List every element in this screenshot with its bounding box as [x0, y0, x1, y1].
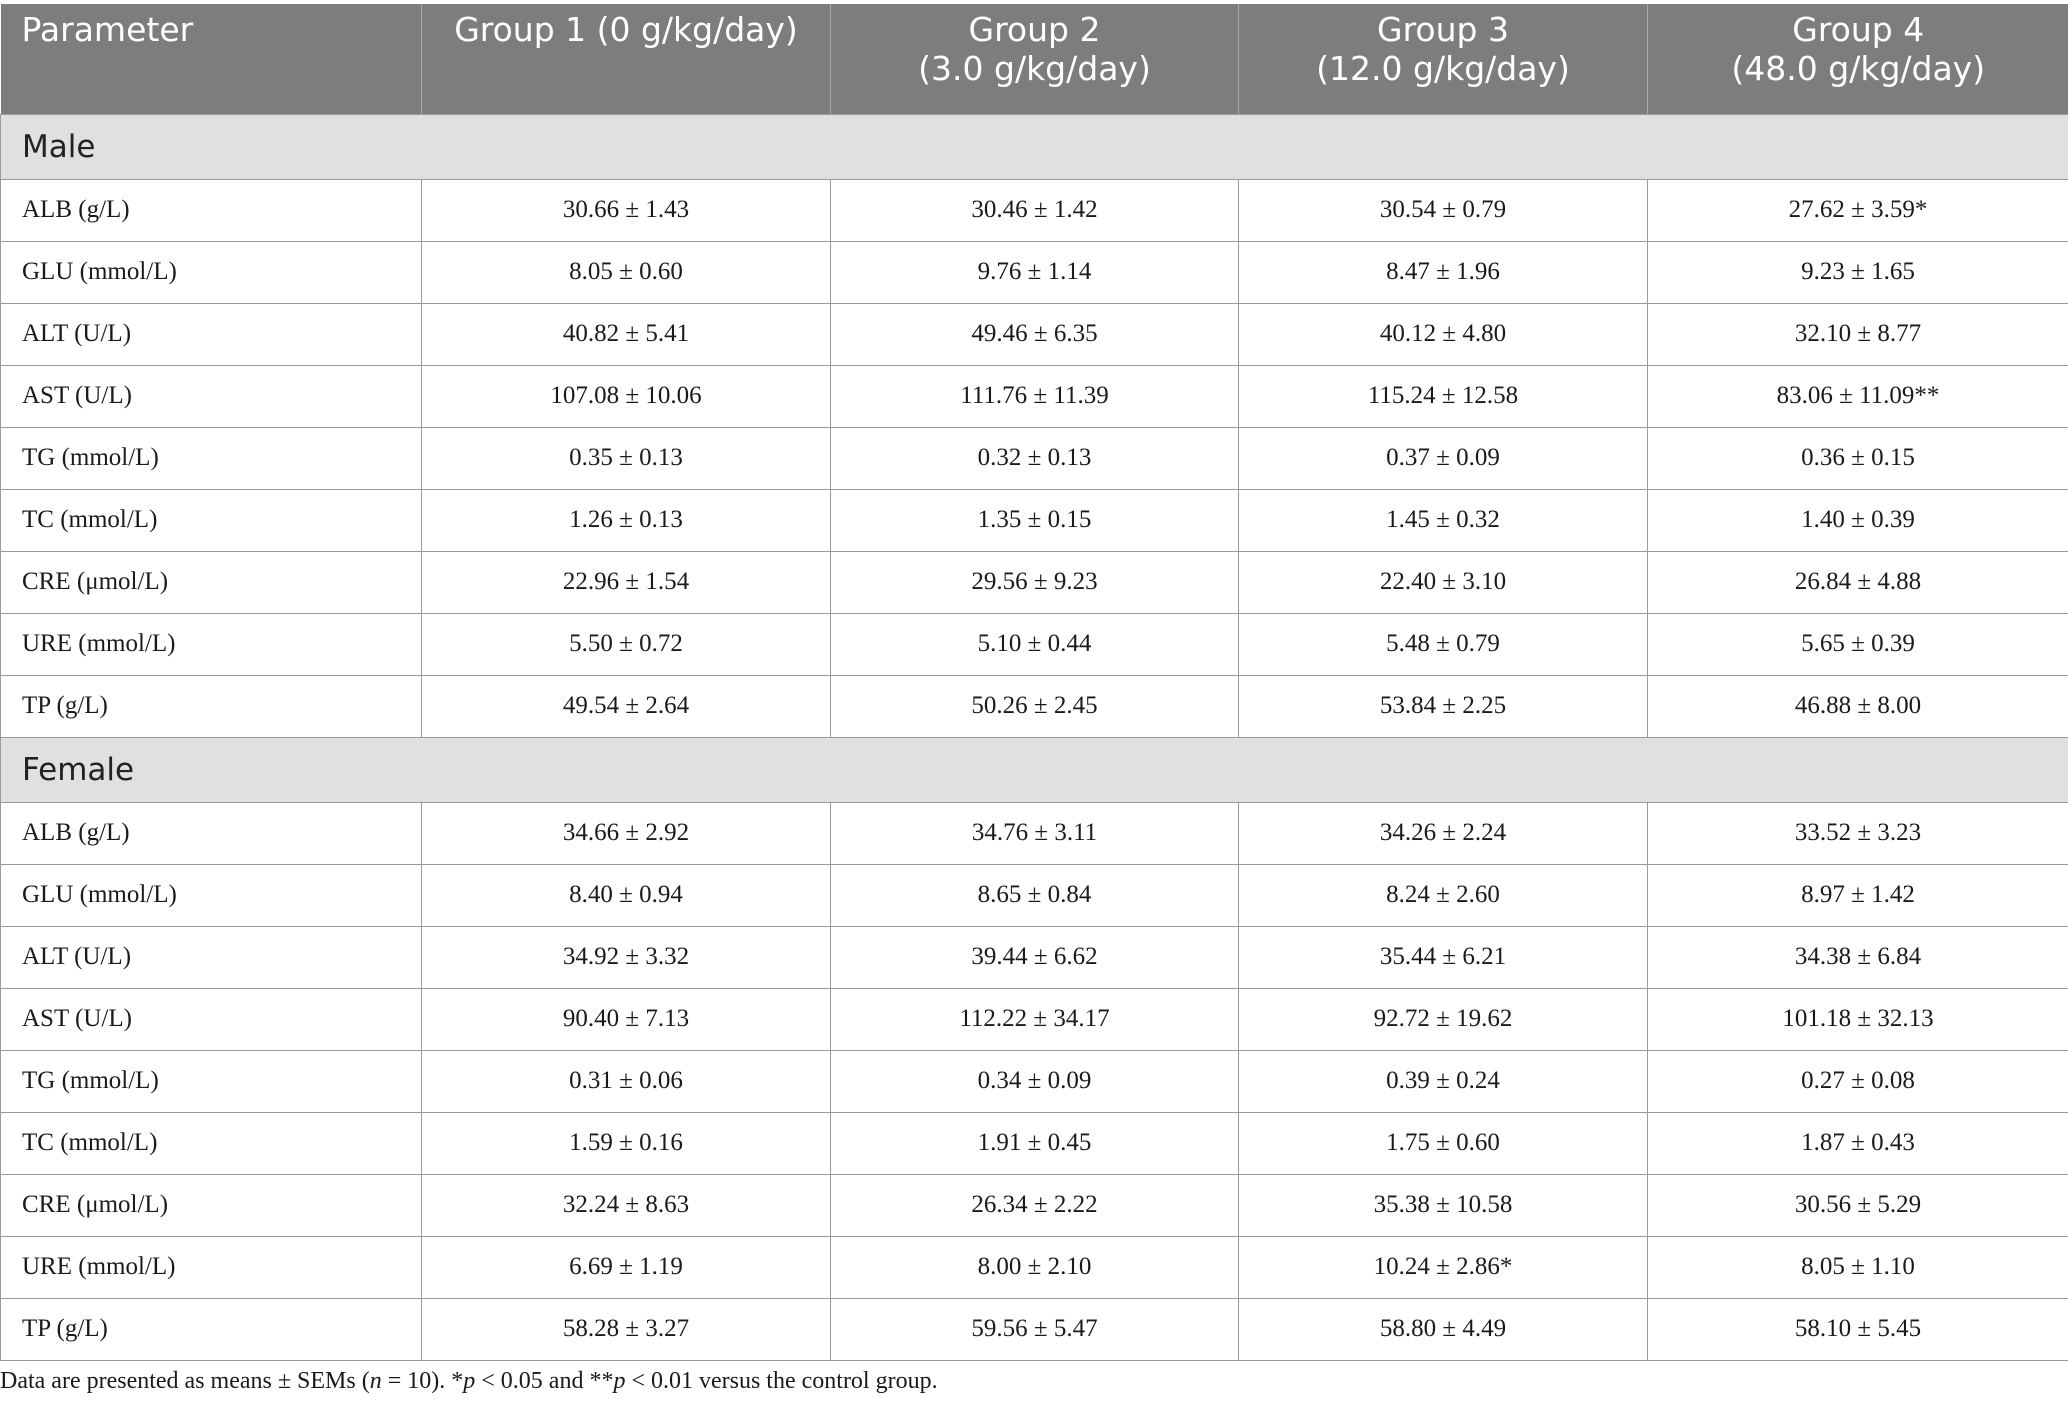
value-cell-group-3: 0.39 ± 0.24 [1239, 1050, 1648, 1112]
header-row [1, 4, 2068, 114]
value-cell-group-2: 1.35 ± 0.15 [831, 489, 1239, 551]
section-row-female [1, 737, 2068, 802]
value-cell-group-1: 40.82 ± 5.41 [422, 303, 831, 365]
value-cell-group-2: 8.00 ± 2.10 [831, 1236, 1239, 1298]
data-table-container [0, 4, 2068, 1361]
parameter-cell: CRE (μmol/L) [1, 551, 422, 613]
value-cell-group-3: 35.44 ± 6.21 [1239, 926, 1648, 988]
value-cell-group-2: 0.32 ± 0.13 [831, 427, 1239, 489]
value-cell-group-2: 49.46 ± 6.35 [831, 303, 1239, 365]
table-row [1, 675, 2068, 737]
value-cell-group-4: 58.10 ± 5.45 [1648, 1298, 2068, 1360]
value-cell-group-3: 10.24 ± 2.86* [1239, 1236, 1648, 1298]
table-row [1, 365, 2068, 427]
value-cell-group-2: 50.26 ± 2.45 [831, 675, 1239, 737]
value-cell-group-4: 83.06 ± 11.09** [1648, 365, 2068, 427]
parameter-cell: TP (g/L) [1, 1298, 422, 1360]
value-cell-group-3: 34.26 ± 2.24 [1239, 802, 1648, 864]
header-group-4: Group 4 (48.0 g/kg/day) [1648, 4, 2068, 114]
value-cell-group-4: 32.10 ± 8.77 [1648, 303, 2068, 365]
value-cell-group-1: 32.24 ± 8.63 [422, 1174, 831, 1236]
value-cell-group-4: 0.27 ± 0.08 [1648, 1050, 2068, 1112]
parameter-cell: TP (g/L) [1, 675, 422, 737]
value-cell-group-4: 8.05 ± 1.10 [1648, 1236, 2068, 1298]
table-footnote: Data are presented as means ± SEMs (n = 10). *p < 0.05 and **p < 0.01 versus the control group. [0, 1368, 938, 1394]
value-cell-group-1: 8.05 ± 0.60 [422, 241, 831, 303]
table-row [1, 613, 2068, 675]
table-body [1, 114, 2068, 1360]
value-cell-group-1: 30.66 ± 1.43 [422, 179, 831, 241]
header-group-2: Group 2 (3.0 g/kg/day) [831, 4, 1239, 114]
section-label: Female [1, 737, 2068, 802]
value-cell-group-2: 26.34 ± 2.22 [831, 1174, 1239, 1236]
value-cell-group-4: 1.87 ± 0.43 [1648, 1112, 2068, 1174]
value-cell-group-1: 8.40 ± 0.94 [422, 864, 831, 926]
value-cell-group-1: 34.66 ± 2.92 [422, 802, 831, 864]
value-cell-group-2: 112.22 ± 34.17 [831, 988, 1239, 1050]
value-cell-group-1: 0.35 ± 0.13 [422, 427, 831, 489]
value-cell-group-3: 1.75 ± 0.60 [1239, 1112, 1648, 1174]
table-row [1, 864, 2068, 926]
value-cell-group-2: 39.44 ± 6.62 [831, 926, 1239, 988]
value-cell-group-4: 27.62 ± 3.59* [1648, 179, 2068, 241]
table-row [1, 802, 2068, 864]
value-cell-group-3: 8.24 ± 2.60 [1239, 864, 1648, 926]
header-parameter: Parameter [1, 4, 422, 114]
value-cell-group-3: 0.37 ± 0.09 [1239, 427, 1648, 489]
parameter-cell: AST (U/L) [1, 365, 422, 427]
value-cell-group-1: 107.08 ± 10.06 [422, 365, 831, 427]
table-row [1, 1236, 2068, 1298]
parameter-cell: GLU (mmol/L) [1, 864, 422, 926]
value-cell-group-4: 1.40 ± 0.39 [1648, 489, 2068, 551]
value-cell-group-1: 49.54 ± 2.64 [422, 675, 831, 737]
value-cell-group-3: 8.47 ± 1.96 [1239, 241, 1648, 303]
table-row [1, 926, 2068, 988]
value-cell-group-3: 115.24 ± 12.58 [1239, 365, 1648, 427]
table-row [1, 489, 2068, 551]
value-cell-group-4: 46.88 ± 8.00 [1648, 675, 2068, 737]
value-cell-group-3: 1.45 ± 0.32 [1239, 489, 1648, 551]
parameter-cell: URE (mmol/L) [1, 613, 422, 675]
value-cell-group-4: 33.52 ± 3.23 [1648, 802, 2068, 864]
value-cell-group-1: 90.40 ± 7.13 [422, 988, 831, 1050]
value-cell-group-1: 34.92 ± 3.32 [422, 926, 831, 988]
value-cell-group-2: 0.34 ± 0.09 [831, 1050, 1239, 1112]
table-header [1, 4, 2068, 114]
value-cell-group-2: 29.56 ± 9.23 [831, 551, 1239, 613]
value-cell-group-2: 30.46 ± 1.42 [831, 179, 1239, 241]
value-cell-group-4: 34.38 ± 6.84 [1648, 926, 2068, 988]
parameter-cell: ALT (U/L) [1, 926, 422, 988]
parameter-cell: TC (mmol/L) [1, 1112, 422, 1174]
parameter-cell: URE (mmol/L) [1, 1236, 422, 1298]
value-cell-group-3: 22.40 ± 3.10 [1239, 551, 1648, 613]
parameter-cell: TG (mmol/L) [1, 427, 422, 489]
value-cell-group-1: 5.50 ± 0.72 [422, 613, 831, 675]
value-cell-group-1: 0.31 ± 0.06 [422, 1050, 831, 1112]
value-cell-group-4: 0.36 ± 0.15 [1648, 427, 2068, 489]
parameter-cell: ALB (g/L) [1, 802, 422, 864]
table-row [1, 1298, 2068, 1360]
value-cell-group-2: 5.10 ± 0.44 [831, 613, 1239, 675]
section-row-male [1, 114, 2068, 179]
table-row [1, 1174, 2068, 1236]
header-group-1: Group 1 (0 g/kg/day) [422, 4, 831, 114]
table-row [1, 241, 2068, 303]
value-cell-group-2: 9.76 ± 1.14 [831, 241, 1239, 303]
value-cell-group-3: 53.84 ± 2.25 [1239, 675, 1648, 737]
table-row [1, 988, 2068, 1050]
value-cell-group-4: 5.65 ± 0.39 [1648, 613, 2068, 675]
value-cell-group-3: 35.38 ± 10.58 [1239, 1174, 1648, 1236]
parameter-cell: TG (mmol/L) [1, 1050, 422, 1112]
value-cell-group-2: 34.76 ± 3.11 [831, 802, 1239, 864]
value-cell-group-1: 6.69 ± 1.19 [422, 1236, 831, 1298]
table-row [1, 1112, 2068, 1174]
value-cell-group-4: 101.18 ± 32.13 [1648, 988, 2068, 1050]
parameter-cell: GLU (mmol/L) [1, 241, 422, 303]
value-cell-group-2: 59.56 ± 5.47 [831, 1298, 1239, 1360]
value-cell-group-3: 40.12 ± 4.80 [1239, 303, 1648, 365]
value-cell-group-4: 30.56 ± 5.29 [1648, 1174, 2068, 1236]
value-cell-group-3: 5.48 ± 0.79 [1239, 613, 1648, 675]
table-row [1, 1050, 2068, 1112]
value-cell-group-4: 8.97 ± 1.42 [1648, 864, 2068, 926]
value-cell-group-4: 9.23 ± 1.65 [1648, 241, 2068, 303]
value-cell-group-3: 58.80 ± 4.49 [1239, 1298, 1648, 1360]
value-cell-group-3: 30.54 ± 0.79 [1239, 179, 1648, 241]
serum-biochemistry-table [0, 4, 2068, 1361]
value-cell-group-1: 58.28 ± 3.27 [422, 1298, 831, 1360]
value-cell-group-2: 111.76 ± 11.39 [831, 365, 1239, 427]
value-cell-group-1: 1.26 ± 0.13 [422, 489, 831, 551]
table-row [1, 427, 2068, 489]
value-cell-group-1: 22.96 ± 1.54 [422, 551, 831, 613]
parameter-cell: TC (mmol/L) [1, 489, 422, 551]
value-cell-group-3: 92.72 ± 19.62 [1239, 988, 1648, 1050]
table-row [1, 179, 2068, 241]
parameter-cell: AST (U/L) [1, 988, 422, 1050]
value-cell-group-4: 26.84 ± 4.88 [1648, 551, 2068, 613]
parameter-cell: CRE (μmol/L) [1, 1174, 422, 1236]
section-label: Male [1, 114, 2068, 179]
value-cell-group-1: 1.59 ± 0.16 [422, 1112, 831, 1174]
value-cell-group-2: 8.65 ± 0.84 [831, 864, 1239, 926]
parameter-cell: ALB (g/L) [1, 179, 422, 241]
header-group-3: Group 3 (12.0 g/kg/day) [1239, 4, 1648, 114]
value-cell-group-2: 1.91 ± 0.45 [831, 1112, 1239, 1174]
table-row [1, 303, 2068, 365]
parameter-cell: ALT (U/L) [1, 303, 422, 365]
table-row [1, 551, 2068, 613]
